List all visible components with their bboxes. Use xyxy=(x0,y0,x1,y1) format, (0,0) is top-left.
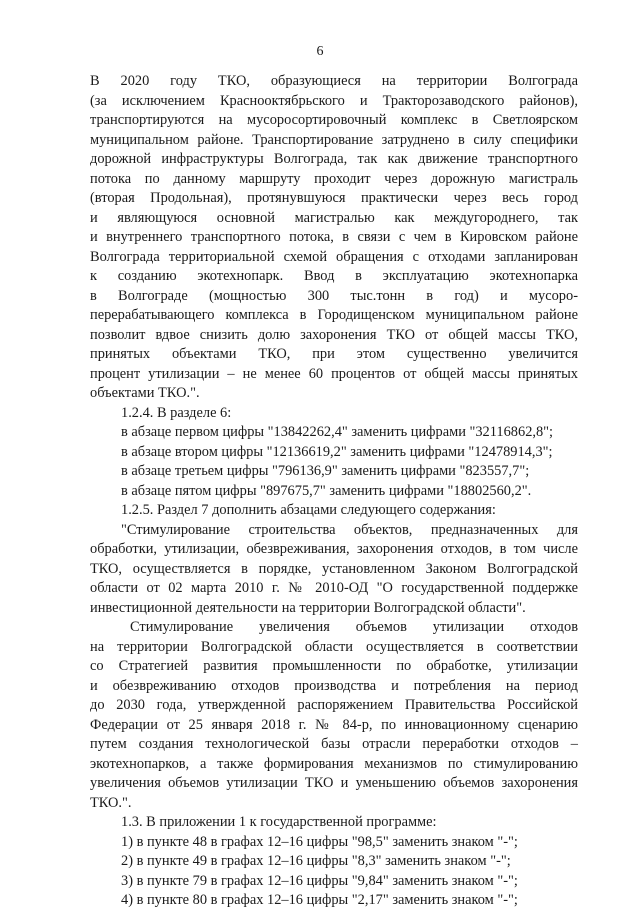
text-line: Федерации от 25 января 2018 г. № 84-р, по инновационному сценарию xyxy=(90,716,578,733)
text-line: 1.2.4. В разделе 6: xyxy=(121,404,232,421)
text-line: 1.2.5. Раздел 7 дополнить абзацами следующего содержания: xyxy=(121,502,496,518)
text-line: в абзаце первом цифры "13842262,4" заменить цифрами "32116862,8"; xyxy=(121,424,554,440)
text-line: 3) в пункте 79 в графах 12–16 цифры "9,84" заменить знаком "-"; xyxy=(121,872,518,889)
text-line: ТКО.". xyxy=(90,794,132,811)
text-line: ТКО, осуществляется в порядке, установленном Законом Волгоградской xyxy=(90,560,578,577)
text-line: объектами ТКО.". xyxy=(90,385,200,401)
text-line: в абзаце третьем цифры "796136,9" заменить цифрами "823557,7"; xyxy=(121,463,530,479)
text-line: 1) в пункте 48 в графах 12–16 цифры "98,5" заменить знаком "-"; xyxy=(121,833,518,850)
text-line: 2) в пункте 49 в графах 12–16 цифры "8,3" заменить знаком "-"; xyxy=(121,853,511,869)
text-line: "Стимулирование строительства объектов, предназначенных для xyxy=(121,521,578,538)
text-line: 1.3. В приложении 1 к государственной программе: xyxy=(121,814,437,830)
text-line: обработки, утилизации, обезвреживания, захоронения отходов, в том числе xyxy=(90,541,578,557)
text-line: и внутреннего транспортного потока, в связи с чем в Кировском районе xyxy=(90,229,578,245)
text-line: процент утилизации – не менее 60 процентов от общей массы принятых xyxy=(90,365,578,382)
document-body xyxy=(90,72,578,911)
text-line: В 2020 году ТКО, образующиеся на территории Волгограда xyxy=(90,73,578,89)
text-line: перерабатывающего комплекса в Городищенском муниципальном районе xyxy=(90,307,578,323)
text-line: в абзаце пятом цифры "897675,7" заменить цифрами "18802560,2". xyxy=(121,482,532,499)
text-line: увеличения объемов утилизации ТКО и уменьшению объемов захоронения xyxy=(90,775,578,791)
text-line: (вторая Продольная), протянувшуюся практически через весь город xyxy=(90,190,578,206)
text-line: со Стратегией развития промышленности по обработке, утилизации xyxy=(90,658,578,674)
text-line: экотехнопарков, а также формирования механизмов по стимулированию xyxy=(90,755,578,772)
text-line: принятых объектами ТКО, при этом существенно увеличится xyxy=(90,346,578,362)
text-line: путем создания технологической базы отрасли переработки отходов – xyxy=(90,736,578,752)
text-line: позволит вдвое снизить долю захоронения ТКО от общей массы ТКО, xyxy=(90,326,578,343)
page-number: 6 xyxy=(316,44,324,59)
text-line: транспортируются на мусоросортировочный комплекс в Светлоярском xyxy=(90,112,578,128)
text-line: дорожной инфраструктуры Волгограда, так как движение транспортного xyxy=(90,151,578,167)
text-line: (за исключением Краснооктябрьского и Тракторозаводского районов), xyxy=(90,92,578,109)
text-line: Волгограда территориальной схемой обращения с отходами запланирован xyxy=(90,248,578,265)
text-line: до 2030 года, утвержденной распоряжением Правительства Российской xyxy=(90,697,578,713)
text-line: муниципальном районе. Транспортирование затруднено в силу специфики xyxy=(90,131,578,148)
text-line: в абзаце втором цифры "12136619,2" заменить цифрами "12478914,3"; xyxy=(121,443,553,460)
text-line: Стимулирование увеличения объемов утилизации отходов xyxy=(130,619,578,635)
text-line: в Волгограде (мощностью 300 тыс.тонн в год) и мусоро- xyxy=(90,287,578,304)
text-line: потока по данному маршруту проходит через дорожную магистраль xyxy=(90,170,578,187)
text-line: к созданию экотехнопарк. Ввод в эксплуатацию экотехнопарка xyxy=(90,268,578,284)
text-line: области от 02 марта 2010 г. № 2010-ОД "О государственной поддержке xyxy=(90,580,578,596)
text-line: на территории Волгоградской области осуществляется в соответствии xyxy=(90,638,578,655)
text-line: 4) в пункте 80 в графах 12–16 цифры "2,17" заменить знаком "-"; xyxy=(121,892,518,908)
text-line: и являющуюся основной магистралью как междугороднего, так xyxy=(90,209,578,226)
text-line: и обезвреживанию отходов производства и потребления на период xyxy=(90,677,578,694)
text-line: инвестиционной деятельности на территории Волгоградской области". xyxy=(90,599,526,616)
